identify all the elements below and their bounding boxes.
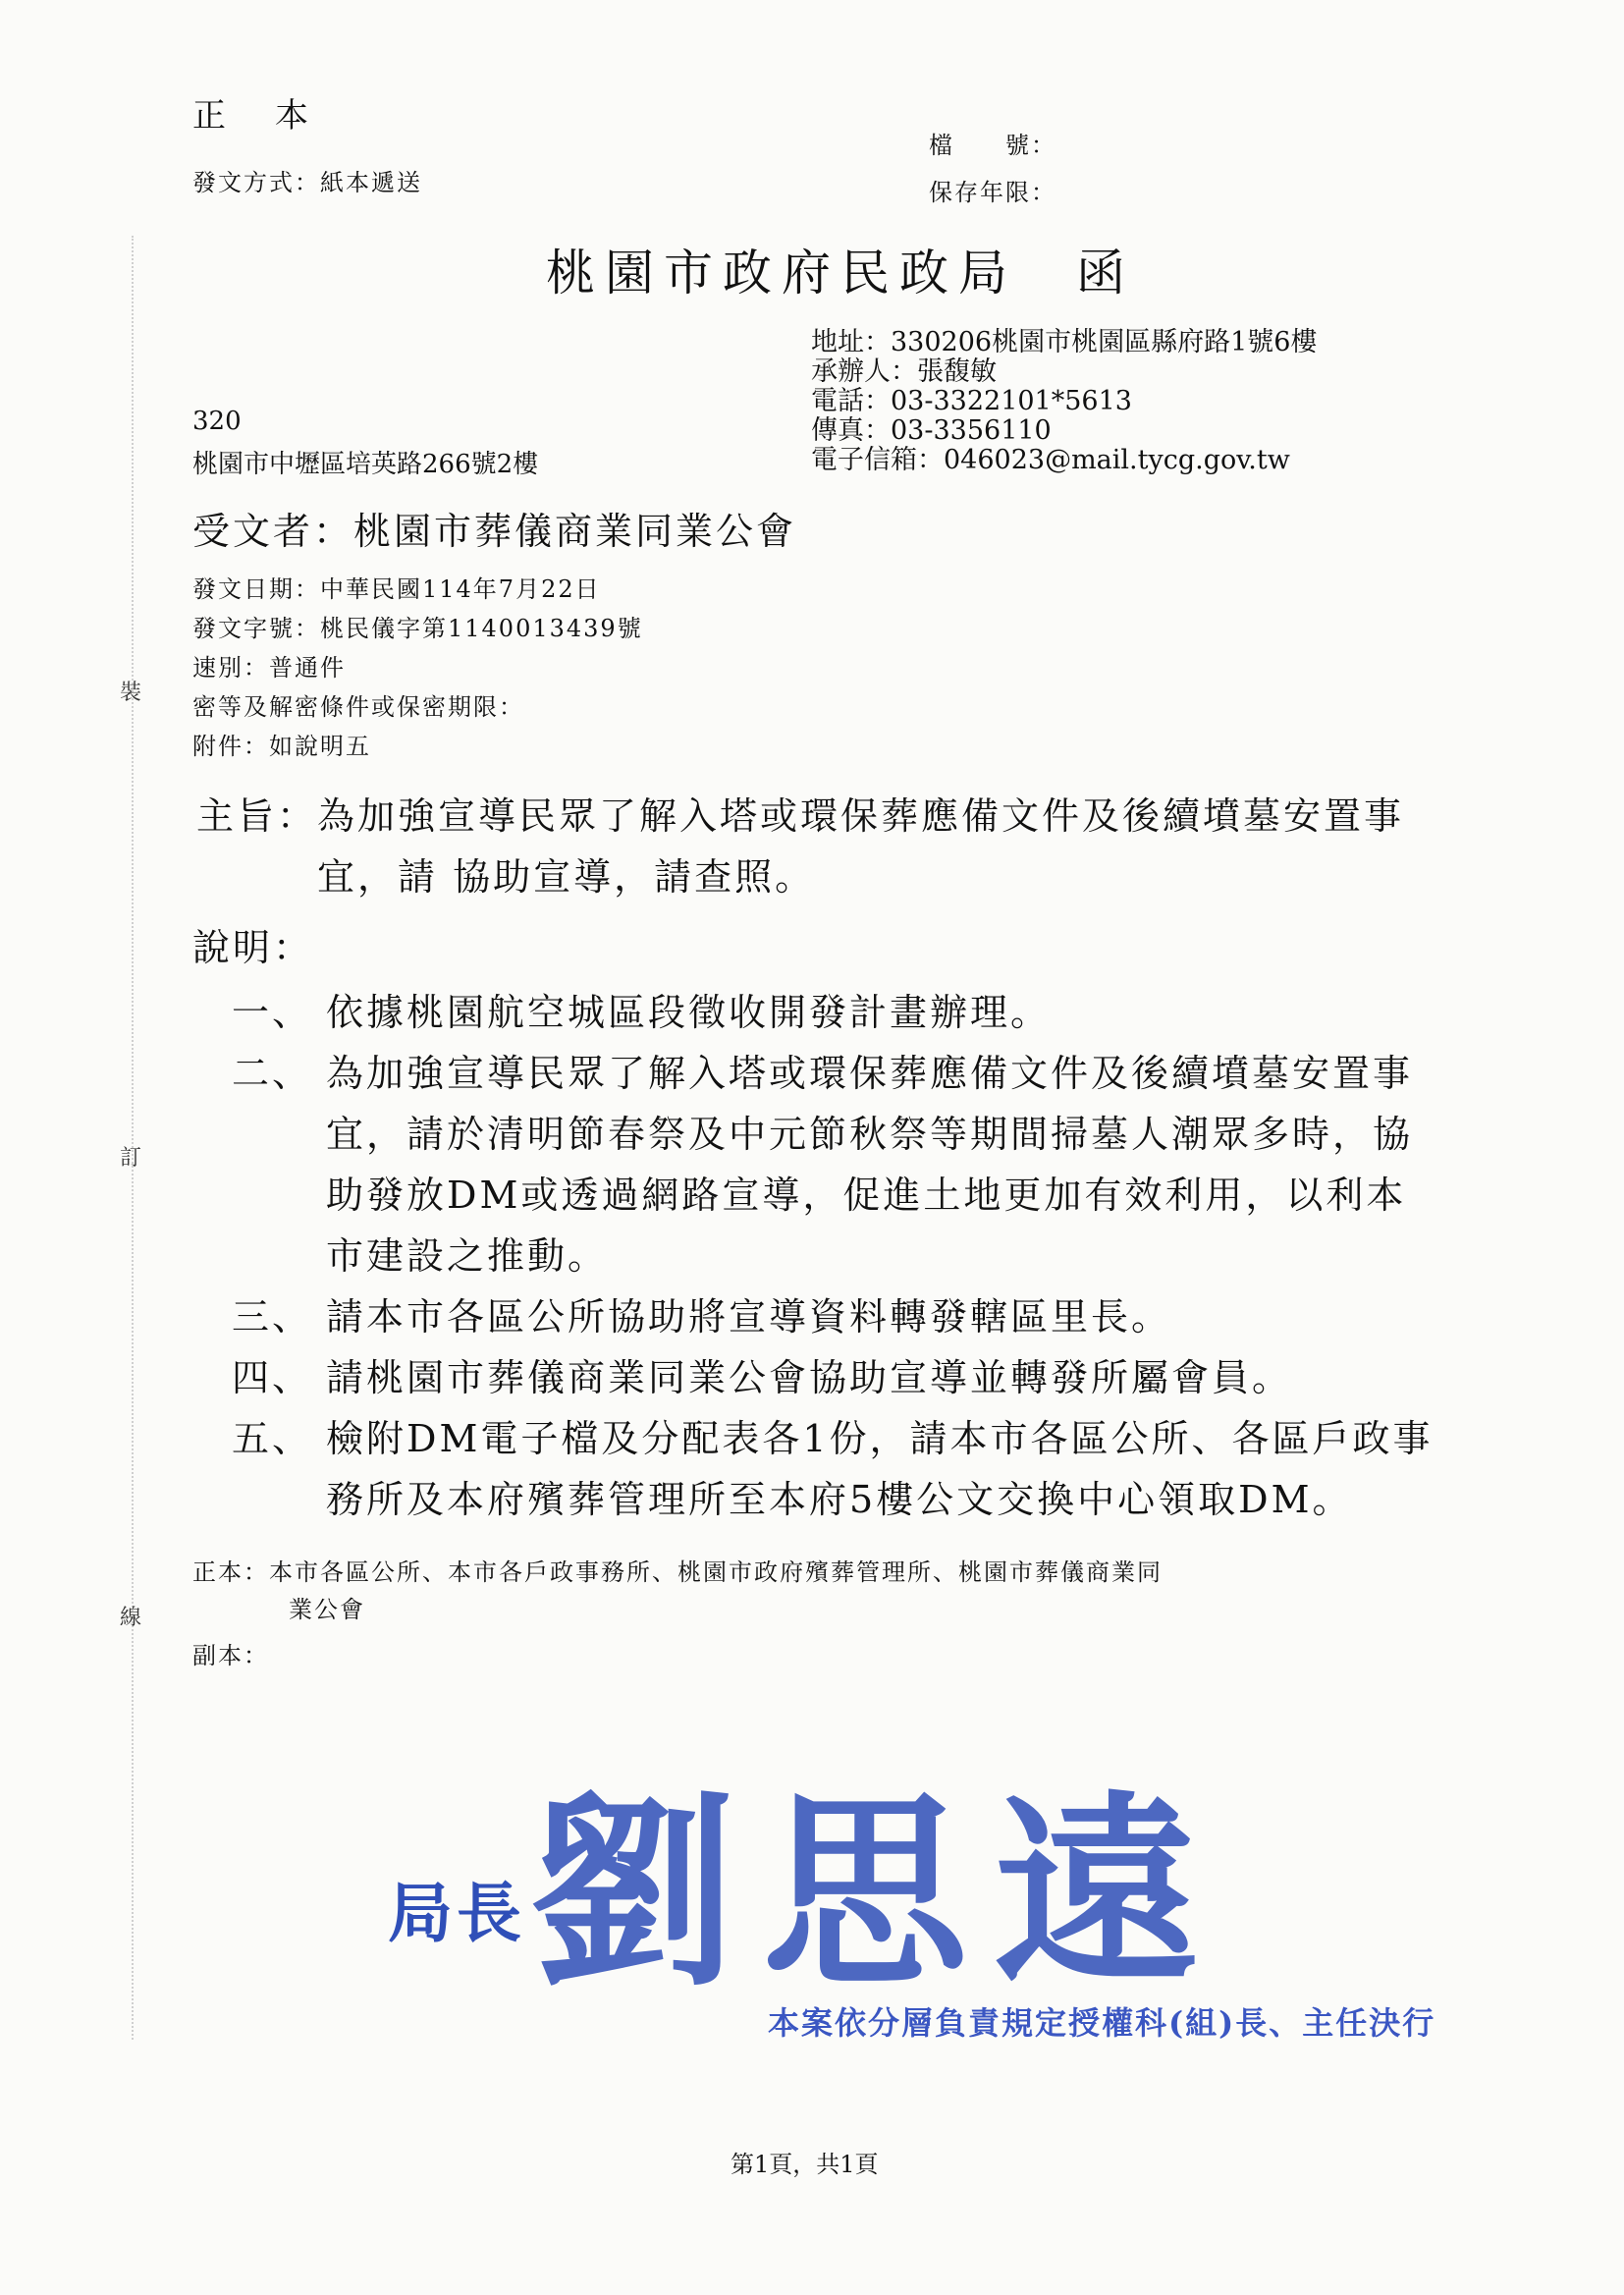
cc-copy-label: 副本：: [192, 1642, 269, 1669]
director-signature-stamp: [388, 1728, 1225, 2025]
item-number: 四、: [232, 1356, 313, 1399]
distribution-main: [192, 1554, 1163, 1628]
list-item: [232, 1286, 1449, 1347]
file-number-label: 檔 號：: [929, 132, 1056, 159]
item-text: 請桃園市葬儀商業同業公會協助宣導並轉發所屬會員。: [326, 1356, 1293, 1399]
recipient: 受文者：桃園市葬儀商業同業公會: [192, 510, 797, 553]
list-item: [232, 982, 1449, 1043]
document-number: 發文字號：桃民儀字第1140013439號: [192, 615, 643, 642]
item-text: 依據桃園航空城區段徵收開發計畫辦理。: [326, 991, 1052, 1034]
recipient-address: 桃園市中壢區培英路266號2樓: [192, 450, 539, 479]
signature-name: 劉思遠: [530, 1772, 1226, 2014]
explanation-label: 說明：: [192, 926, 314, 969]
binding-mark-ding: 訂: [120, 1146, 142, 1171]
list-item: [232, 1347, 1449, 1408]
explanation-block: [192, 917, 1449, 1530]
secrecy-level: 密等及解密條件或保密期限：: [192, 693, 524, 721]
signature-role: 局長: [388, 1875, 525, 1951]
subject-label: 主旨：: [196, 794, 318, 838]
retention-label: 保存年限：: [929, 179, 1056, 206]
attachment: 附件：如說明五: [192, 733, 371, 760]
sender-email: 電子信箱：046023@mail.tycg.gov.tw: [811, 445, 1290, 475]
speed-category: 速別：普通件: [192, 654, 346, 682]
recipient-zip: 320: [192, 407, 242, 436]
copy-type: 正 本: [192, 96, 316, 136]
item-number: 五、: [232, 1417, 313, 1460]
subject-text: 為加強宣導民眾了解入塔或環保葬應備文件及後續墳墓安置事宜，請 協助宣導，請查照。: [317, 794, 1405, 899]
list-item: [232, 1043, 1449, 1286]
item-number: 三、: [232, 1295, 313, 1339]
item-text: 請本市各區公所協助將宣導資料轉發轄區里長。: [326, 1295, 1172, 1339]
cc-main-text: 本市各區公所、本市各戶政事務所、桃園市政府殯葬管理所、桃園市葬儀商業同: [269, 1558, 1163, 1586]
sender-fax: 傳真：03-3356110: [811, 415, 1052, 446]
item-text: 為加強宣導民眾了解入塔或環保葬應備文件及後續墳墓安置事宜，請於清明節春祭及中元節秋祭等期間掃墓人潮眾多時，協助發放DM或透過網路宣導，促進土地更加有效利用，以利本市建設之推動。: [326, 1052, 1414, 1278]
page-number: 第1頁，共1頁: [731, 2151, 879, 2178]
issue-date: 發文日期：中華民國114年7月22日: [192, 575, 601, 603]
sender-phone: 電話：03-3322101*5613: [811, 386, 1132, 416]
document-meta: [192, 570, 643, 766]
document-title: 桃園市政府民政局 函: [546, 245, 1135, 301]
sender-address: 地址：330206桃園市桃園區縣府路1號6樓: [811, 327, 1318, 357]
binding-mark-xian: 線: [120, 1606, 142, 1630]
cc-main-label: 正本：: [192, 1558, 269, 1586]
subject-block: [196, 786, 1453, 907]
list-item: [232, 1408, 1449, 1530]
sender-officer: 承辦人：張馥敏: [811, 356, 997, 387]
binding-line: [132, 236, 134, 2040]
item-number: 一、: [232, 991, 313, 1034]
binding-mark-zhuang: 裝: [120, 681, 142, 705]
item-number: 二、: [232, 1052, 313, 1095]
cc-main-text-continued: 業公會: [289, 1596, 365, 1623]
sender-info: [811, 328, 1317, 475]
item-text: 檢附DM電子檔及分配表各1份，請本市各區公所、各區戶政事務所及本府殯葬管理所至本府5樓公文交換中心領取DM。: [326, 1417, 1434, 1521]
delegation-note: 本案依分層負責規定授權科(組)長、主任決行: [768, 2004, 1436, 2042]
send-method: 發文方式：紙本遞送: [192, 169, 422, 196]
